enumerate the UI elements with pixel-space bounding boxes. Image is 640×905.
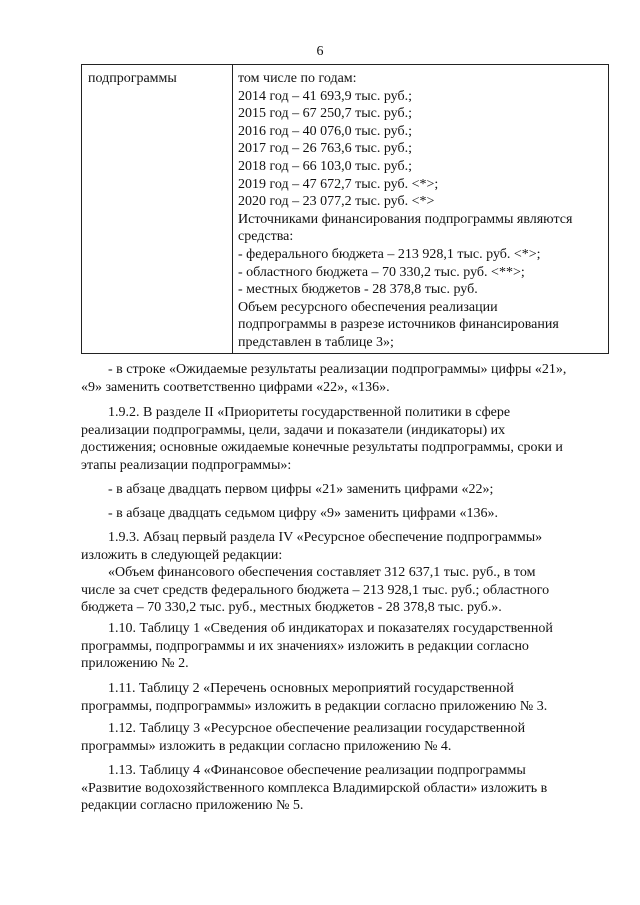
paragraph (81, 361, 609, 396)
paragraph-line: числе за счет средств федерального бюджета – 213 928,1 тыс. руб.; областного (81, 582, 550, 598)
table-line: Источниками финансирования подпрограммы являются (238, 211, 573, 227)
paragraph-line: - в строке «Ожидаемые результаты реализации подпрограммы» цифры «21», (108, 362, 567, 377)
paragraph-line: 1.9.3. Абзац первый раздела IV «Ресурсное обеспечение подпрограммы» (108, 530, 543, 545)
financing-table (81, 64, 609, 354)
paragraph-line: 1.13. Таблицу 4 «Финансовое обеспечение реализации подпрограммы (108, 763, 526, 778)
table-line: том числе по годам: (238, 71, 357, 86)
paragraph-line: достижения; основные ожидаемые конечные результаты подпрограммы, сроки и (81, 440, 563, 456)
table-line: Объем ресурсного обеспечения реализации (238, 299, 498, 315)
paragraph-line: 1.11. Таблицу 2 «Перечень основных мероприятий государственной (108, 681, 514, 696)
paragraph-line: 1.10. Таблицу 1 «Сведения об индикаторах и показателях государственной (108, 621, 553, 636)
table-line: - областного бюджета – 70 330,2 тыс. руб. <**>; (238, 264, 525, 280)
paragraph-line: этапы реализации подпрограммы»: (81, 457, 292, 473)
paragraph-line: программы, подпрограммы» изложить в редакции согласно приложению № 3. (81, 698, 548, 714)
table-divider (232, 65, 233, 353)
paragraph (81, 529, 609, 617)
table-line: 2018 год – 66 103,0 тыс. руб.; (238, 158, 412, 174)
table-right-cell (238, 70, 604, 352)
table-left-cell: подпрограммы (88, 71, 177, 86)
paragraph-line: бюджета – 70 330,2 тыс. руб., местных бюджетов - 28 378,8 тыс. руб.». (81, 600, 502, 616)
table-line: 2014 год – 41 693,9 тыс. руб.; (238, 88, 412, 104)
paragraph (81, 481, 609, 499)
paragraph (81, 505, 609, 523)
table-line: 2016 год – 40 076,0 тыс. руб.; (238, 123, 412, 139)
paragraph-line: - в абзаце двадцать первом цифры «21» заменить цифрами «22»; (108, 482, 494, 497)
table-line: представлен в таблице 3»; (238, 334, 394, 350)
paragraph (81, 404, 609, 474)
paragraph-line: «9» заменить соответственно цифрами «22», «136». (81, 379, 390, 395)
paragraph-line: 1.12. Таблицу 3 «Ресурсное обеспечение реализации государственной (108, 721, 526, 736)
paragraph-line: 1.9.2. В разделе II «Приоритеты государственной политики в сфере (108, 405, 511, 420)
paragraph-line: приложению № 2. (81, 656, 189, 672)
table-line: - местных бюджетов - 28 378,8 тыс. руб. (238, 282, 478, 298)
paragraph (81, 680, 609, 715)
table-line: 2015 год – 67 250,7 тыс. руб.; (238, 106, 412, 122)
table-line: 2020 год – 23 077,2 тыс. руб. <*> (238, 194, 435, 210)
paragraph-line: «Объем финансового обеспечения составляет 312 637,1 тыс. руб., в том (108, 565, 536, 581)
paragraph (81, 720, 609, 755)
paragraph-line: изложить в следующей редакции: (81, 547, 283, 563)
table-line: - федерального бюджета – 213 928,1 тыс. руб. <*>; (238, 246, 541, 262)
paragraph-line: реализации подпрограммы, цели, задачи и показатели (индикаторы) их (81, 422, 506, 438)
table-line: средства: (238, 229, 294, 245)
table-line: 2019 год – 47 672,7 тыс. руб. <*>; (238, 176, 439, 192)
paragraph-line: программы» изложить в редакции согласно приложению № 4. (81, 738, 452, 754)
table-line: подпрограммы в разрезе источников финансирования (238, 317, 559, 333)
paragraph-line: - в абзаце двадцать седьмом цифру «9» заменить цифрами «136». (108, 506, 498, 521)
page-number: 6 (316, 44, 324, 59)
table-line: 2017 год – 26 763,6 тыс. руб.; (238, 141, 412, 157)
paragraph (81, 762, 609, 815)
paragraph-line: «Развитие водохозяйственного комплекса Владимирской области» изложить в (81, 780, 548, 796)
paragraph-line: редакции согласно приложению № 5. (81, 798, 304, 814)
paragraph (81, 620, 609, 673)
paragraph-line: программы, подпрограммы и их значениях» изложить в редакции согласно (81, 638, 529, 654)
